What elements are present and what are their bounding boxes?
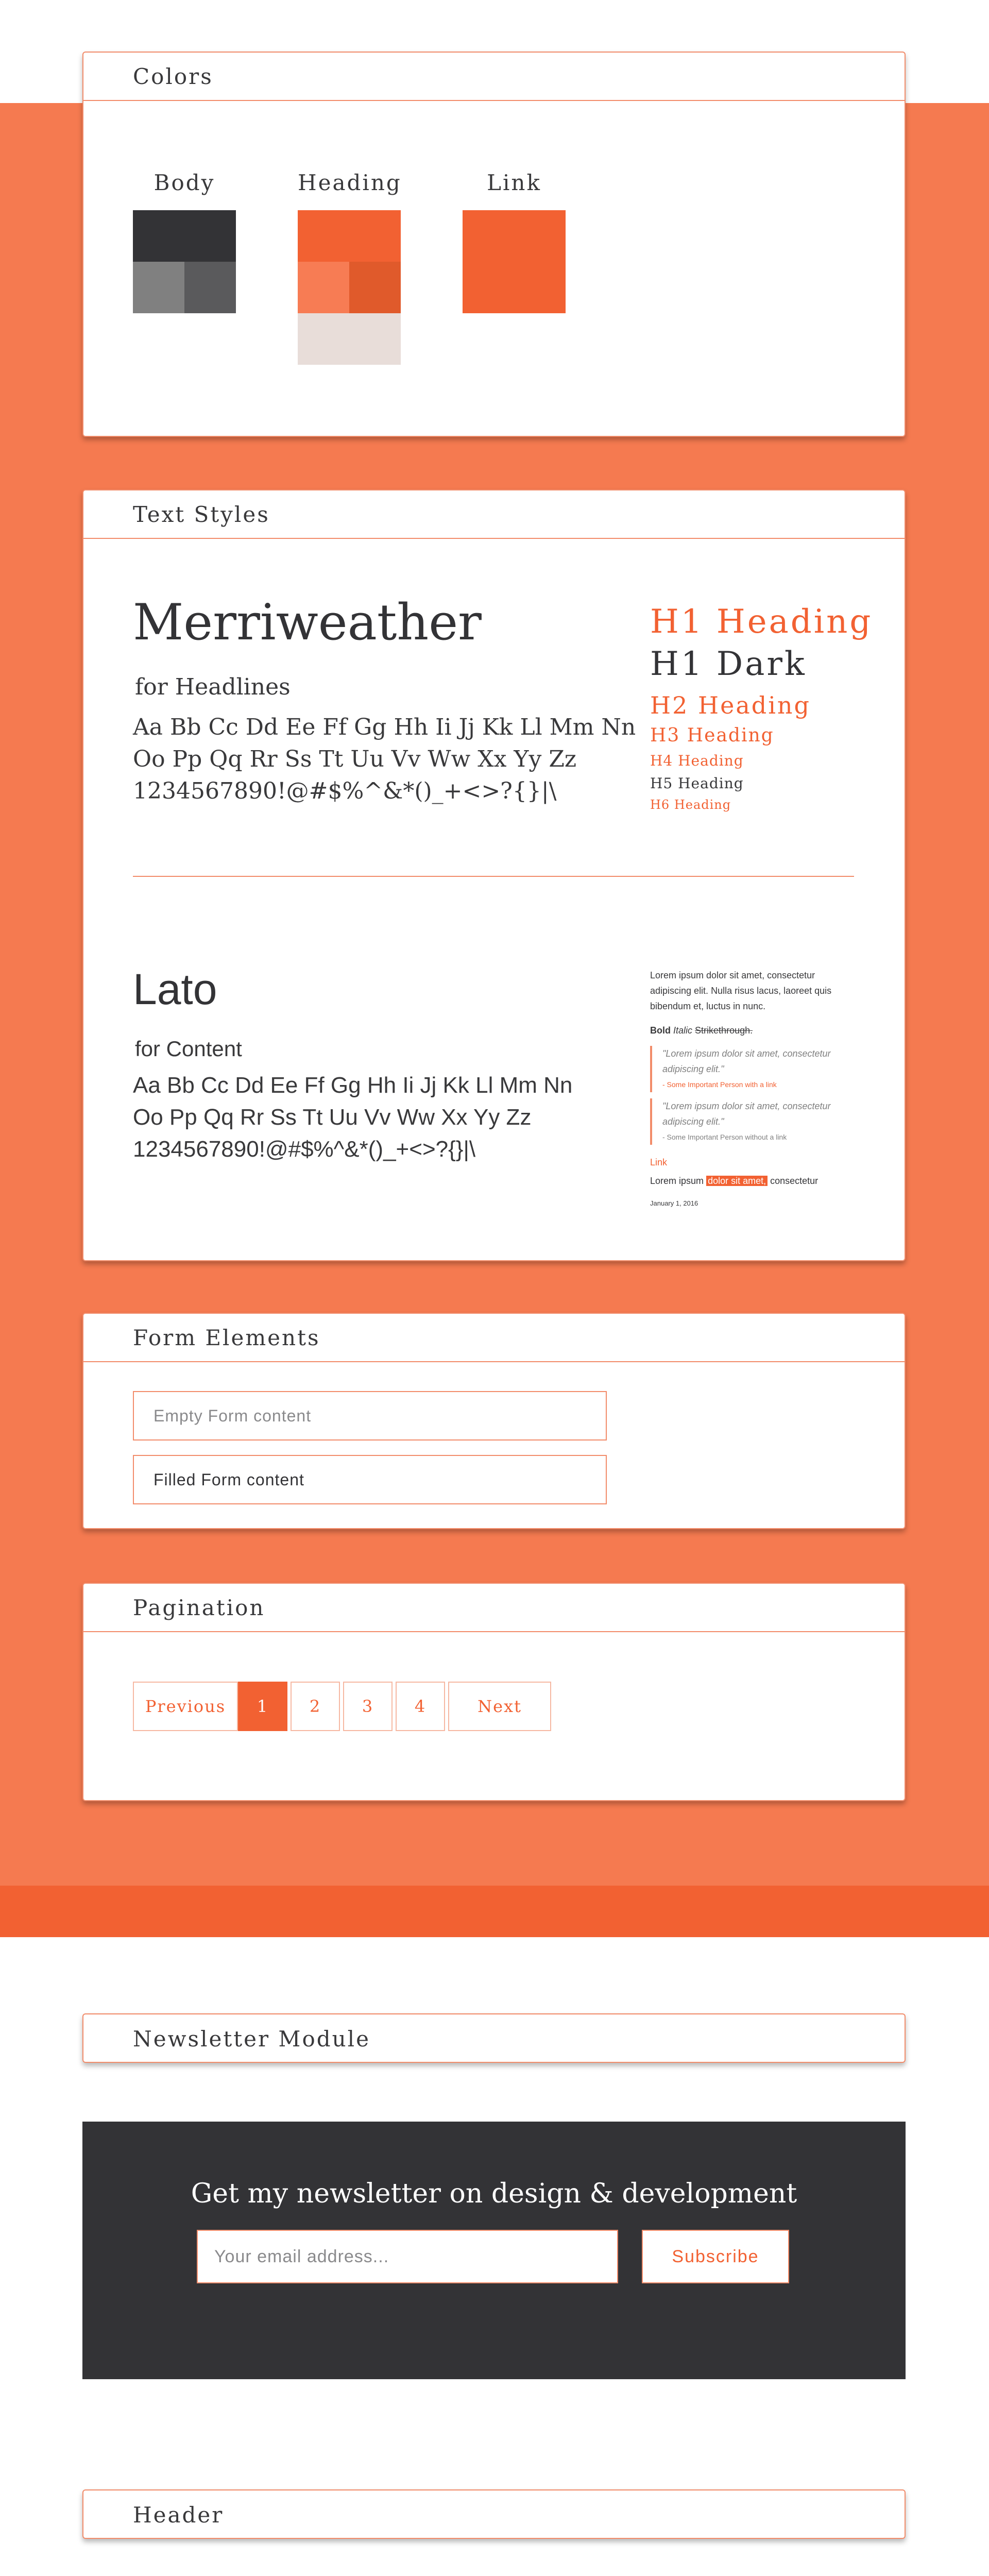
heading-color-swatch-primary [298, 210, 401, 262]
heading-swatch-label: Heading [298, 170, 402, 195]
colors-card-title: Colors [83, 53, 905, 101]
link-color-swatch [463, 210, 566, 313]
text-formatting-sample [650, 1025, 753, 1036]
link-swatch-label: Link [487, 170, 541, 195]
filled-form-input[interactable]: Filled Form content [133, 1455, 607, 1504]
bold-sample: Bold [650, 1025, 671, 1036]
heading-color-swatch-dark [349, 262, 401, 313]
lato-sample-line-1: Aa Bb Cc Dd Ee Ff Gg Hh Ii Jj Kk Ll Mm Nn [133, 1073, 573, 1098]
highlight-post: consectetur [770, 1176, 819, 1186]
lato-purpose: for Content [135, 1037, 242, 1061]
merriweather-sample-line-3: 1234567890!@#$%^&*()_+<>?{}|\ [133, 778, 557, 804]
highlighted-text: dolor sit amet, [706, 1176, 768, 1186]
body-color-swatch-light [133, 262, 184, 313]
newsletter-block [82, 2122, 906, 2379]
body-color-swatch-primary [133, 210, 236, 262]
header-module-card [82, 2489, 906, 2539]
newsletter-subscribe-button[interactable]: Subscribe [642, 2230, 789, 2283]
sample-link[interactable]: Link [650, 1157, 668, 1167]
merriweather-sample-line-2: Oo Pp Qq Rr Ss Tt Uu Vv Ww Xx Yy Zz [133, 746, 577, 772]
text-styles-card-title: Text Styles [83, 490, 905, 539]
newsletter-module-card [82, 2013, 906, 2063]
text-styles-card [82, 489, 906, 1261]
merriweather-sample-line-1: Aa Bb Cc Dd Ee Ff Gg Hh Ii Jj Kk Ll Mm Nn [133, 714, 636, 740]
highlight-sample [650, 1176, 818, 1187]
h4-heading-sample: H4 Heading [650, 752, 744, 769]
newsletter-module-title: Newsletter Module [133, 2026, 370, 2052]
pagination-next-button[interactable]: Next [448, 1682, 551, 1731]
header-module-title: Header [133, 2502, 224, 2528]
h1-dark-sample: H1 Dark [650, 645, 807, 683]
form-elements-card [82, 1313, 906, 1529]
pagination-card [82, 1583, 906, 1801]
heading-color-swatch-light [298, 262, 349, 313]
highlight-pre: Lorem ipsum [650, 1176, 704, 1186]
body-color-swatch-medium [184, 262, 236, 313]
blockquote-without-link [650, 1098, 856, 1145]
italic-sample: Italic [673, 1025, 693, 1036]
pagination-page-4[interactable]: 4 [396, 1682, 445, 1731]
merriweather-purpose: for Headlines [135, 674, 291, 700]
h1-heading-sample: H1 Heading [650, 603, 873, 641]
blockquote-cite-link[interactable]: - Some Important Person with a link [662, 1080, 777, 1089]
blockquote-cite: - Some Important Person without a link [662, 1133, 787, 1141]
lato-font-name: Lato [133, 965, 217, 1013]
blockquote-text: "Lorem ipsum dolor sit amet, consectetur adipiscing elit." [662, 1048, 831, 1074]
pagination-bar [133, 1682, 545, 1731]
colors-card [82, 52, 906, 437]
newsletter-email-input[interactable]: Your email address... [197, 2230, 618, 2283]
empty-form-input[interactable]: Empty Form content [133, 1391, 607, 1440]
merriweather-font-name: Merriweather [133, 594, 482, 651]
strikethrough-sample: Strikethrough. [695, 1025, 753, 1036]
blockquote-with-link [650, 1046, 856, 1092]
pagination-page-2[interactable]: 2 [291, 1682, 340, 1731]
sample-date: January 1, 2016 [650, 1199, 698, 1207]
blockquote-text: "Lorem ipsum dolor sit amet, consectetur adipiscing elit." [662, 1101, 831, 1127]
sample-paragraph: Lorem ipsum dolor sit amet, consectetur adipiscing elit. Nulla risus lacus, laoreet quis bibendum et, luctus in nunc. [650, 970, 832, 1011]
h5-heading-sample: H5 Heading [650, 775, 744, 792]
h6-heading-sample: H6 Heading [650, 798, 731, 812]
body-swatch-label: Body [154, 170, 215, 195]
lato-sample-line-3: 1234567890!@#$%^&*()_+<>?{}|\ [133, 1137, 476, 1162]
newsletter-title: Get my newsletter on design & development [191, 2178, 797, 2209]
pagination-page-3[interactable]: 3 [343, 1682, 393, 1731]
heading-color-swatch-muted [298, 313, 401, 365]
accent-background-bottom-strip [0, 1886, 989, 1937]
typography-divider [133, 876, 854, 877]
h2-heading-sample: H2 Heading [650, 691, 811, 719]
form-elements-card-title: Form Elements [83, 1314, 905, 1362]
pagination-previous-button[interactable]: Previous [133, 1682, 238, 1731]
lato-sample-line-2: Oo Pp Qq Rr Ss Tt Uu Vv Ww Xx Yy Zz [133, 1105, 532, 1130]
pagination-card-title: Pagination [83, 1584, 905, 1632]
pagination-page-1-active[interactable]: 1 [238, 1682, 287, 1731]
h3-heading-sample: H3 Heading [650, 725, 774, 746]
